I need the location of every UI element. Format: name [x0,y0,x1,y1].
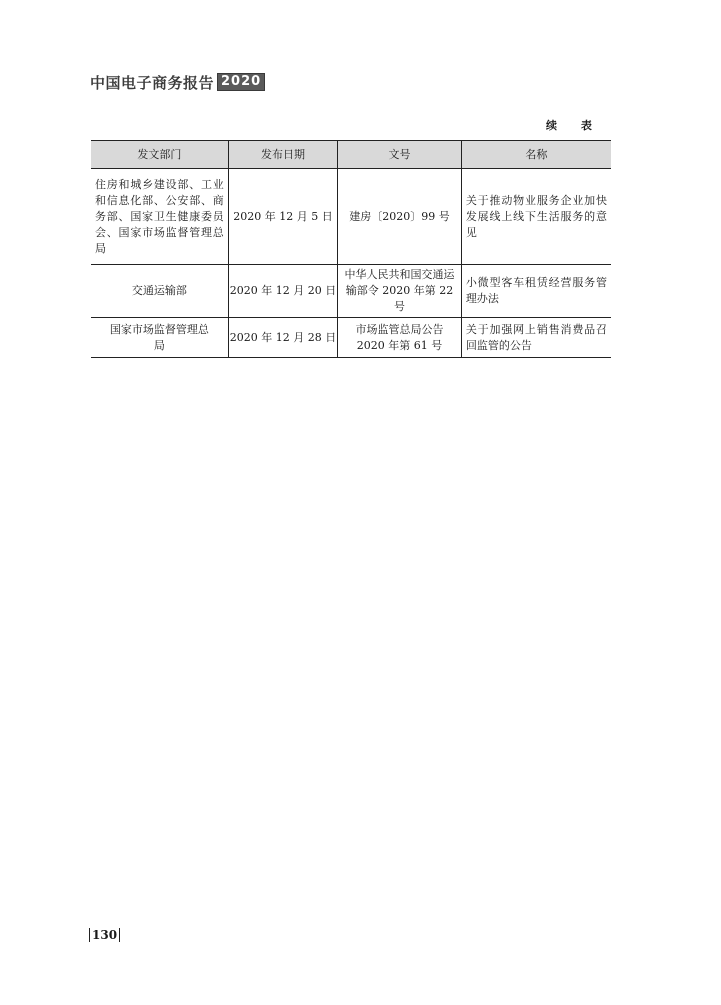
department-cell: 国家市场监督管理总局 [91,318,228,358]
table-row [91,318,611,358]
column-header-date: 发布日期 [228,141,337,169]
table-header-row [91,141,611,169]
continued-table-label: 续 表 [546,119,602,132]
doc-number-cell: 市场监管总局公告 2020 年第 61 号 [338,318,462,358]
column-header-name: 名称 [461,141,611,169]
table-row [91,265,611,318]
report-title: 中国电子商务报告 [90,73,215,92]
document-name-cell: 关于推动物业服务企业加快发展线上线下生活服务的意见 [461,169,611,265]
doc-number-cell: 中华人民共和国交通运输部令 2020 年第 22 号 [338,265,462,318]
department-cell: 交通运输部 [91,265,228,318]
table-row [91,169,611,265]
department-cell: 住房和城乡建设部、工业和信息化部、公安部、商务部、国家卫生健康委员会、国家市场监督管理总局 [91,169,228,265]
running-header [90,73,265,91]
document-name-cell: 关于加强网上销售消费品召回监管的公告 [461,318,611,358]
column-header-doc-number: 文号 [338,141,462,169]
date-cell: 2020 年 12 月 20 日 [228,265,337,318]
column-header-department: 发文部门 [91,141,228,169]
doc-number-cell: 建房〔2020〕99 号 [338,169,462,265]
page-number: 130 [89,928,120,942]
policy-documents-table [91,140,611,358]
report-year-badge: 2020 [217,73,265,91]
date-cell: 2020 年 12 月 5 日 [228,169,337,265]
date-cell: 2020 年 12 月 28 日 [228,318,337,358]
document-name-cell: 小微型客车租赁经营服务管理办法 [461,265,611,318]
